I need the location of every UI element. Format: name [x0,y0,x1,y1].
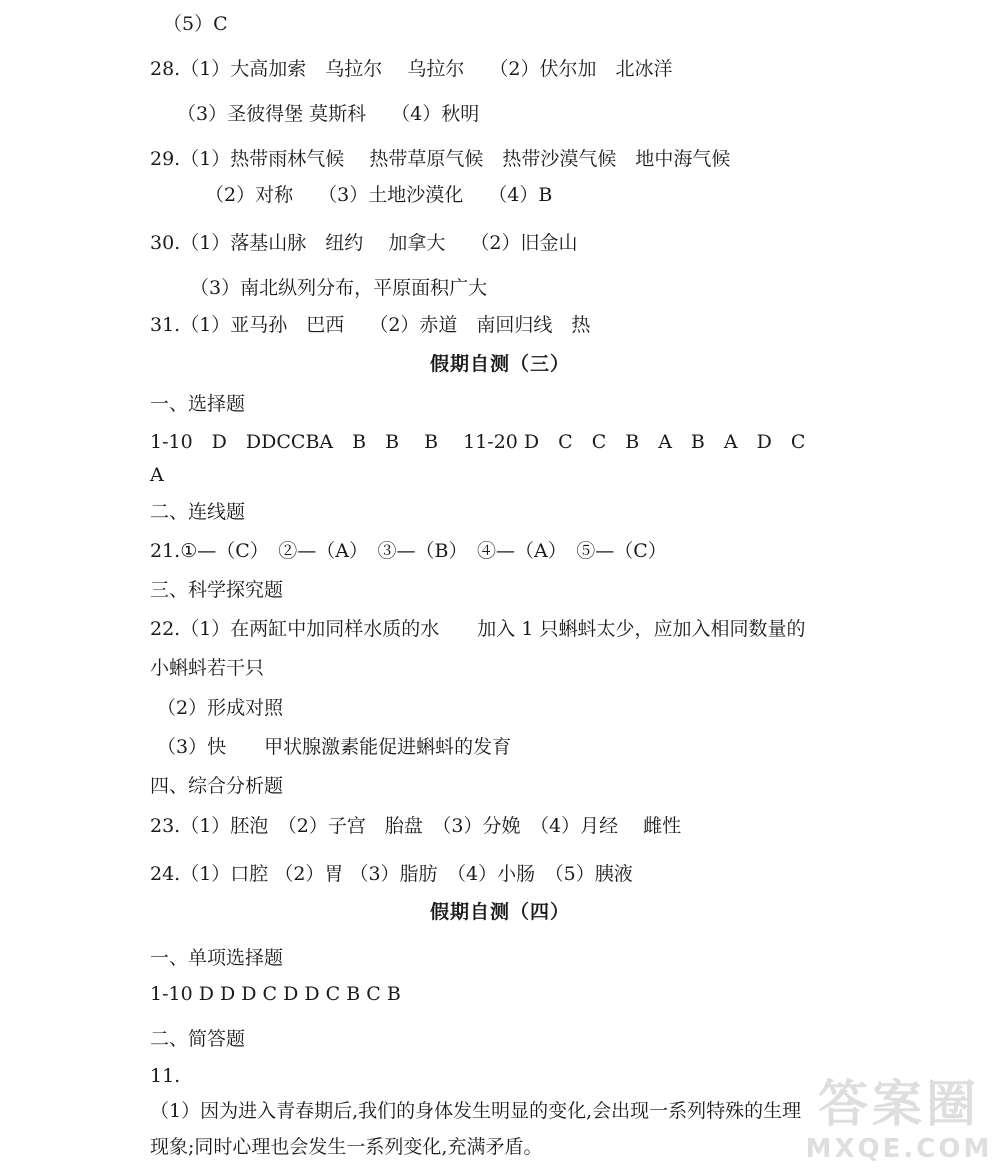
text-line: （3）快 甲状腺激素能促进蝌蚪的发育 [157,736,512,758]
text-line: 1-10 D DDCCBA B B B 11-20 D C C B A B A D C [150,431,806,453]
text-line: 31.（1）亚马孙 巴西 （2）赤道 南回归线 热 [150,314,591,336]
text-line: 11. [150,1065,181,1087]
section-heading: 四、综合分析题 [150,775,284,797]
text-line: 23.（1）胚泡 （2）子宫 胎盘 （3）分娩 （4）月经 雌性 [150,815,682,837]
text-line: 现象;同时心理也会发生一系列变化,充满矛盾。 [150,1136,543,1158]
section-title: 假期自测（三） [429,353,570,375]
text-line: （2）对称 （3）土地沙漠化 （4）B [205,184,553,206]
section-heading: 一、单项选择题 [150,947,284,969]
text-line: （5）C [163,13,228,35]
watermark-title: 答案圈 [818,1075,980,1133]
text-line: 小蝌蚪若干只 [150,657,265,679]
watermark-url: MXQE.COM [805,1134,993,1164]
section-heading: 二、简答题 [150,1028,246,1050]
text-line: 24.（1）口腔 （2）胃 （3）脂肪 （4）小肠 （5）胰液 [150,863,633,885]
section-heading: 一、选择题 [150,393,246,415]
text-line: （3）圣彼得堡 莫斯科 （4）秋明 [177,103,480,125]
text-line: （1）因为进入青春期后,我们的身体发生明显的变化,会出现一系列特殊的生理 [150,1100,802,1122]
section-heading: 二、连线题 [150,501,246,523]
section-title: 假期自测（四） [429,901,570,923]
text-line: 30.（1）落基山脉 纽约 加拿大 （2）旧金山 [150,232,578,254]
text-line: A [150,464,164,486]
text-line: 28.（1）大高加索 乌拉尔 乌拉尔 （2）伏尔加 北冰洋 [150,58,673,80]
section-heading: 三、科学探究题 [150,579,284,601]
text-line: 1-10 D D D C D D C B C B [150,983,401,1005]
text-line: 22.（1）在两缸中加同样水质的水 加入 1 只蝌蚪太少，应加入相同数量的 [150,618,806,640]
text-line: （3）南北纵列分布，平原面积广大 [190,277,488,299]
text-line: （2）形成对照 [157,697,284,719]
text-line: 21.①—（C） ②—（A） ③—（B） ④—（A） ⑤—（C） [150,540,667,562]
text-line: 29.（1）热带雨林气候 热带草原气候 热带沙漠气候 地中海气候 [150,148,731,170]
watermark-logo [804,1064,994,1164]
